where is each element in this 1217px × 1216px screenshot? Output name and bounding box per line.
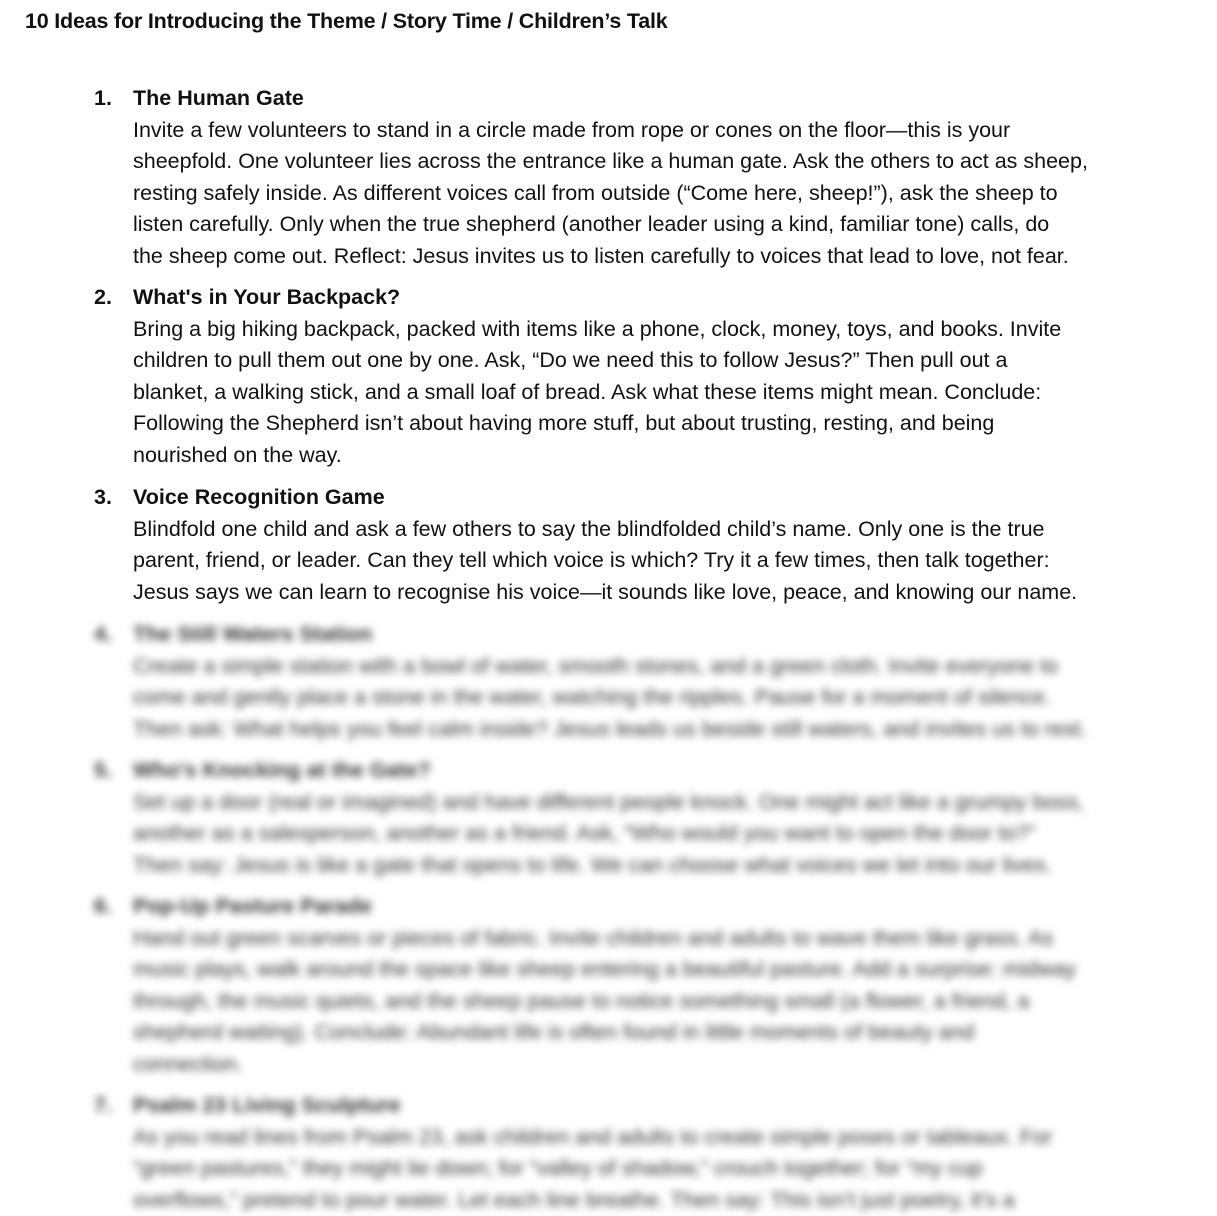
body-line: listen carefully. Only when the true shepherd (another leader using a kind, familiar tone) calls, do	[133, 209, 1183, 241]
item-body	[133, 787, 1183, 882]
item-heading: The Still Waters Station	[133, 619, 372, 651]
body-line: Bring a big hiking backpack, packed with items like a phone, clock, money, toys, and books. Invite	[133, 314, 1183, 346]
body-line: As you read lines from Psalm 23, ask children and adults to create simple poses or tableaux. For	[133, 1122, 1183, 1154]
item-body	[133, 115, 1183, 273]
body-line: children to pull them out one by one. Ask, “Do we need this to follow Jesus?” Then pull out a	[133, 345, 1183, 377]
item-heading: The Human Gate	[133, 83, 304, 115]
item-heading: What's in Your Backpack?	[133, 282, 400, 314]
item-body	[133, 314, 1183, 472]
item-heading: Voice Recognition Game	[133, 482, 385, 514]
body-line: blanket, a walking stick, and a small loaf of bread. Ask what these items might mean. Conclude:	[133, 377, 1183, 409]
item-body	[133, 514, 1183, 609]
item-number: 2.	[94, 282, 112, 314]
body-line: Following the Shepherd isn’t about having more stuff, but about trusting, resting, and being	[133, 408, 1183, 440]
body-line: Blindfold one child and ask a few others to say the blindfolded child’s name. Only one is the true	[133, 514, 1183, 546]
body-line: “green pastures,” they might lie down; for “valley of shadow,” crouch together; for “my cup	[133, 1153, 1183, 1185]
item-heading: Pop-Up Pasture Parade	[133, 891, 372, 923]
document-title: 10 Ideas for Introducing the Theme / Story Time / Children’s Talk	[25, 9, 668, 34]
body-line: resting safely inside. As different voices call from outside (“Come here, sheep!”), ask the sheep to	[133, 178, 1183, 210]
body-line: come and gently place a stone in the water, watching the ripples. Pause for a moment of silence.	[133, 682, 1183, 714]
item-heading: Psalm 23 Living Sculpture	[133, 1090, 401, 1122]
body-line: music plays, walk around the space like sheep entering a beautiful pasture. Add a surprise: midway	[133, 954, 1183, 986]
body-line: Then ask: What helps you feel calm inside? Jesus leads us beside still waters, and invites us to rest.	[133, 714, 1183, 746]
item-body	[133, 1122, 1183, 1216]
body-line: through, the music quiets, and the sheep pause to notice something small (a flower, a friend, a	[133, 986, 1183, 1018]
body-line: shepherd waiting). Conclude: Abundant life is often found in little moments of beauty and	[133, 1017, 1183, 1049]
body-line: connection.	[133, 1049, 1183, 1081]
item-body	[133, 923, 1183, 1081]
body-line: Hand out green scarves or pieces of fabric. Invite children and adults to wave them like grass. As	[133, 923, 1183, 955]
body-line: overflows,” pretend to pour water. Let each line breathe. Then say: This isn’t just poetry, it’s a	[133, 1185, 1183, 1216]
item-number: 5.	[94, 755, 112, 787]
item-number: 7.	[94, 1090, 112, 1122]
item-number: 6.	[94, 891, 112, 923]
item-number: 3.	[94, 482, 112, 514]
body-line: parent, friend, or leader. Can they tell which voice is which? Try it a few times, then talk together:	[133, 545, 1183, 577]
body-line: Set up a door (real or imagined) and have different people knock. One might act like a grumpy boss,	[133, 787, 1183, 819]
body-line: Jesus says we can learn to recognise his voice—it sounds like love, peace, and knowing our name.	[133, 577, 1183, 609]
item-heading: Who's Knocking at the Gate?	[133, 755, 431, 787]
item-body	[133, 651, 1183, 746]
body-line: sheepfold. One volunteer lies across the entrance like a human gate. Ask the others to act as sheep,	[133, 146, 1183, 178]
body-line: Then say: Jesus is like a gate that opens to life. We can choose what voices we let into our lives.	[133, 850, 1183, 882]
body-line: another as a salesperson, another as a friend. Ask, “Who would you want to open the door to?”	[133, 818, 1183, 850]
item-number: 1.	[94, 83, 112, 115]
body-line: Invite a few volunteers to stand in a circle made from rope or cones on the floor—this is your	[133, 115, 1183, 147]
body-line: Create a simple station with a bowl of water, smooth stones, and a green cloth. Invite everyone to	[133, 651, 1183, 683]
body-line: the sheep come out. Reflect: Jesus invites us to listen carefully to voices that lead to love, not fear.	[133, 241, 1183, 273]
item-number: 4.	[94, 619, 112, 651]
body-line: nourished on the way.	[133, 440, 1183, 472]
